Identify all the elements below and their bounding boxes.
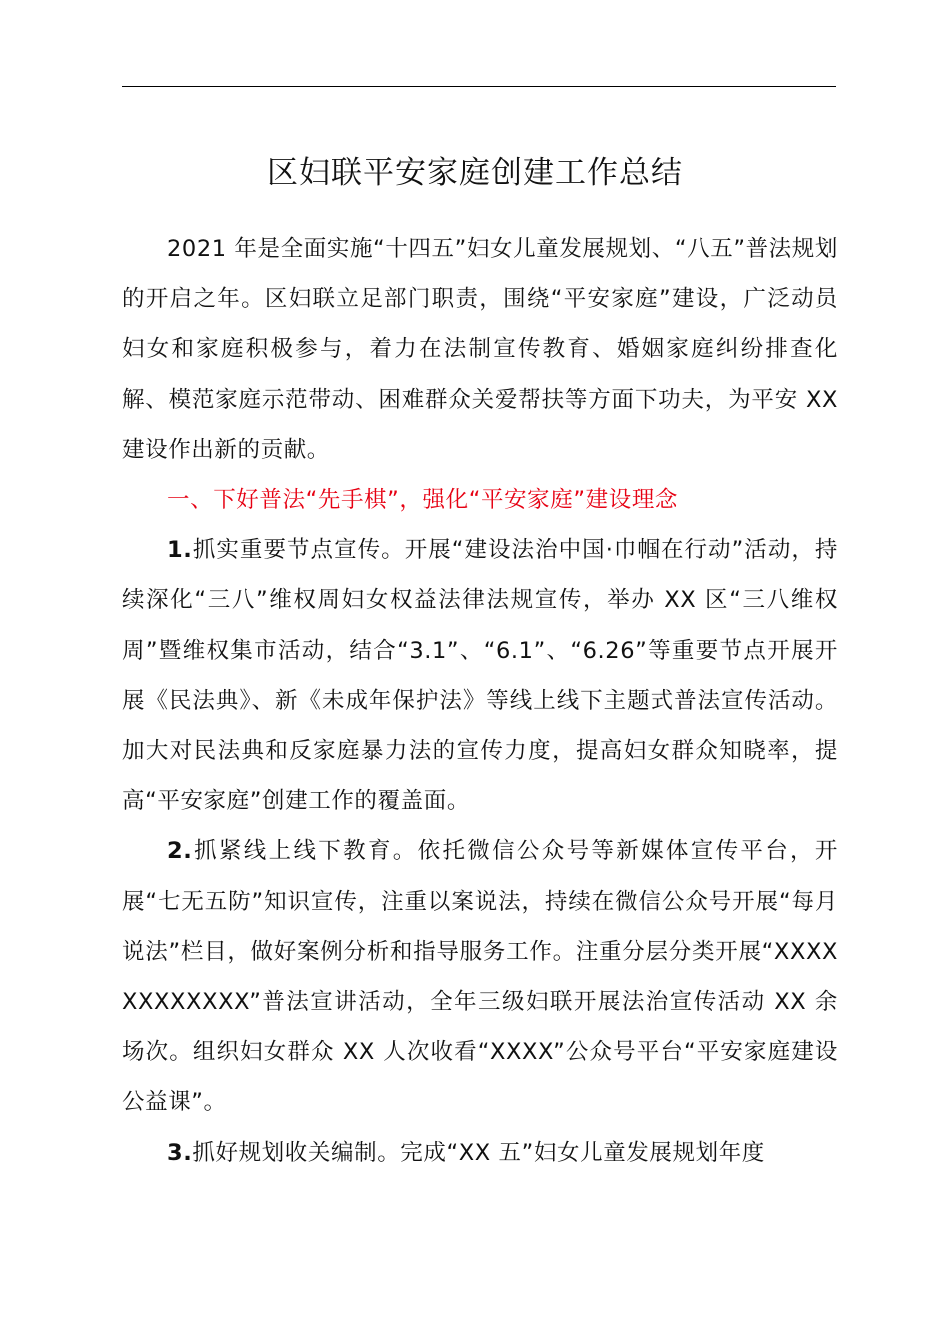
header-rule <box>122 86 836 87</box>
item-text-3: 抓好规划收关编制。完成“XX 五”妇女儿童发展规划年度 <box>192 1139 765 1166</box>
item-number-2: 2. <box>167 838 193 865</box>
item-number-1: 1. <box>167 537 193 564</box>
item-paragraph-2 <box>122 826 838 1127</box>
page-title: 区妇联平安家庭创建工作总结 <box>267 155 683 191</box>
item-text-2: 抓紧线上线下教育。依托微信公众号等新媒体宣传平台，开展“七无五防”知识宣传，注重以案说法，持续在微信公众号开展“每月说法”栏目，做好案例分析和指导服务工作。注重分层分类开展“XXXXXXXXXXXX”普法宣讲活动，全年三级妇联开展法治宣传活动 XX 余场次。组织妇女群众 XX 人次收看“XXXX”公众号平台“平安家庭建设公益课”。 <box>122 838 838 1116</box>
document-body <box>122 224 838 1178</box>
item-paragraph-1 <box>122 525 838 826</box>
intro-paragraph: 2021 年是全面实施“十四五”妇女儿童发展规划、“八五”普法规划的开启之年。区妇联立足部门职责，围绕“平安家庭”建设，广泛动员妇女和家庭积极参与，着力在法制宣传教育、婚姻家庭纠纷排查化解、模范家庭示范带动、困难群众关爱帮扶等方面下功夫，为平安 XX 建设作出新的贡献。 <box>122 236 838 463</box>
item-paragraph-3 <box>122 1128 838 1178</box>
section-heading-1: 一、下好普法“先手棋”，强化“平安家庭”建设理念 <box>167 487 679 514</box>
item-text-1: 抓实重要节点宣传。开展“建设法治中国·巾帼在行动”活动，持续深化“三八”维权周妇女权益法律法规宣传，举办 XX 区“三八维权周”暨维权集市活动，结合“3.1”、“6.1”、“6.26”等重要节点开展开展《民法典》、新《未成年保护法》等线上线下主题式普法宣传活动。加大对民法典和反家庭暴力法的宣传力度，提高妇女群众知晓率，提高“平安家庭”创建工作的覆盖面。 <box>122 537 838 815</box>
item-number-3: 3. <box>167 1139 193 1166</box>
